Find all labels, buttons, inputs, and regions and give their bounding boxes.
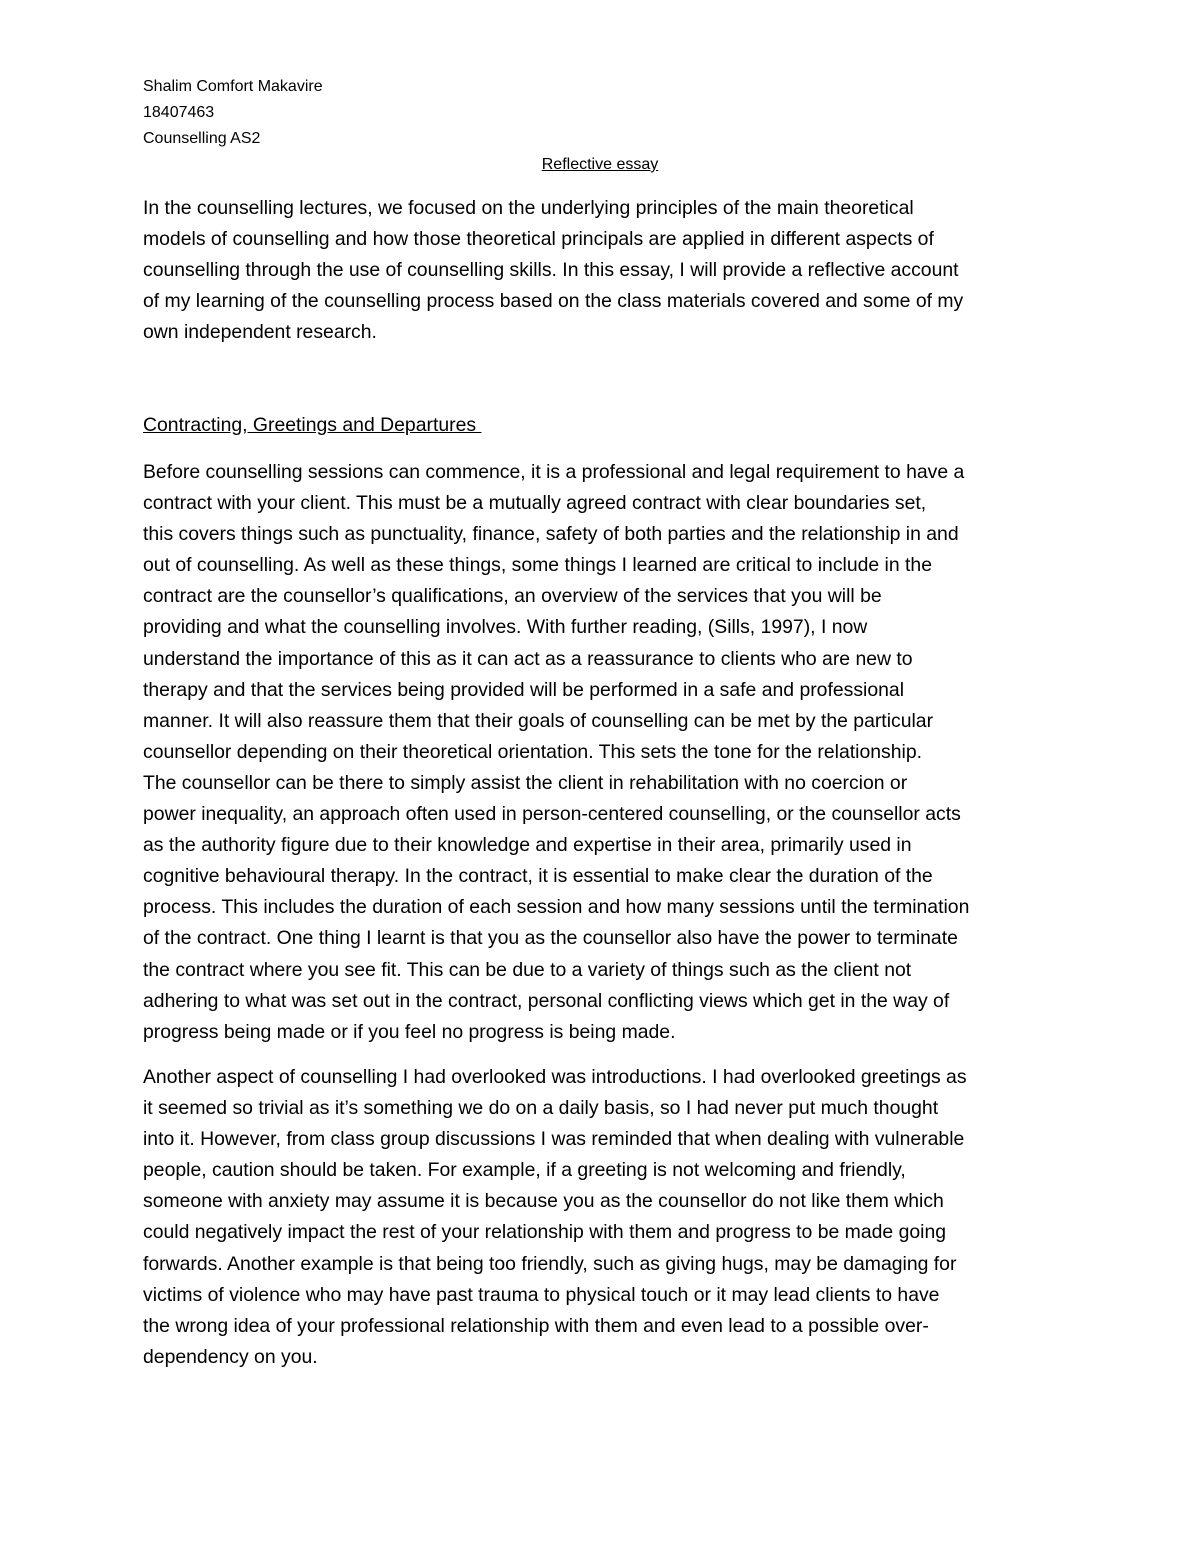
text-line: Another aspect of counselling I had overlooked was introductions. I had overlooked greetings as: [143, 1066, 967, 1088]
text-line: process. This includes the duration of each session and how many sessions until the termination: [143, 896, 970, 919]
text-line: into it. However, from class group discussions I was reminded that when dealing with vulnerable: [143, 1128, 965, 1151]
text-line: the contract where you see fit. This can be due to a variety of things such as the client not: [143, 958, 912, 981]
text-line: dependency on you.: [143, 1345, 318, 1368]
text-line: victims of violence who may have past trauma to physical touch or it may lead clients to have: [143, 1283, 940, 1306]
text-line: forwards. Another example is that being too friendly, such as giving hugs, may be damaging for: [143, 1252, 957, 1275]
author-name: Shalim Comfort Makavire: [143, 78, 323, 95]
text-line: models of counselling and how those theoretical principals are applied in different aspects of: [143, 228, 934, 251]
text-line: counsellor depending on their theoretical orientation. This sets the tone for the relationship.: [143, 740, 922, 763]
document-header: [143, 74, 323, 152]
section-heading: Contracting, Greetings and Departures: [143, 414, 482, 436]
intro-paragraph: [143, 193, 1078, 348]
text-line: this covers things such as punctuality, finance, safety of both parties and the relationship in and: [143, 523, 959, 546]
text-line: cognitive behavioural therapy. In the contract, it is essential to make clear the duration of the: [143, 865, 933, 888]
text-line: In the counselling lectures, we focused on the underlying principles of the main theoretical: [143, 197, 914, 219]
text-line: out of counselling. As well as these things, some things I learned are critical to include in the: [143, 554, 932, 577]
student-id: 18407463: [143, 104, 215, 121]
text-line: Before counselling sessions can commence, it is a professional and legal requirement to have a: [143, 461, 965, 483]
text-line: therapy and that the services being provided will be performed in a safe and professional: [143, 678, 904, 701]
greetings-paragraph: [143, 1062, 1078, 1373]
text-line: power inequality, an approach often used in person-centered counselling, or the counsellor acts: [143, 803, 961, 826]
text-line: could negatively impact the rest of your relationship with them and progress to be made going: [143, 1221, 947, 1244]
course-name: Counselling AS2: [143, 130, 261, 147]
text-line: someone with anxiety may assume it is because you as the counsellor do not like them which: [143, 1190, 944, 1213]
text-line: own independent research.: [143, 321, 377, 344]
text-line: providing and what the counselling involves. With further reading, (Sills, 1997), I now: [143, 616, 868, 639]
text-line: counselling through the use of counselling skills. In this essay, I will provide a reflective account: [143, 259, 959, 282]
text-line: understand the importance of this as it can act as a reassurance to clients who are new to: [143, 647, 913, 670]
text-line: adhering to what was set out in the contract, personal conflicting views which get in the way of: [143, 989, 950, 1012]
text-line: of the contract. One thing I learnt is that you as the counsellor also have the power to terminate: [143, 927, 958, 950]
text-line: manner. It will also reassure them that their goals of counselling can be met by the particular: [143, 709, 934, 732]
contracting-paragraph: [143, 457, 1078, 1048]
text-line: as the authority figure due to their knowledge and expertise in their area, primarily used in: [143, 834, 912, 857]
text-line: contract with your client. This must be a mutually agreed contract with clear boundaries set,: [143, 492, 927, 515]
text-line: it seemed so trivial as it’s something we do on a daily basis, so I had never put much thought: [143, 1097, 939, 1120]
text-line: The counsellor can be there to simply assist the client in rehabilitation with no coercion or: [143, 771, 908, 794]
text-line: of my learning of the counselling process based on the class materials covered and some of my: [143, 290, 964, 313]
text-line: the wrong idea of your professional relationship with them and even lead to a possible over-: [143, 1314, 929, 1337]
text-line: progress being made or if you feel no progress is being made.: [143, 1020, 676, 1043]
text-line: people, caution should be taken. For example, if a greeting is not welcoming and friendly,: [143, 1159, 906, 1182]
essay-title: Reflective essay: [541, 156, 659, 173]
text-line: contract are the counsellor’s qualifications, an overview of the services that you will be: [143, 585, 882, 608]
